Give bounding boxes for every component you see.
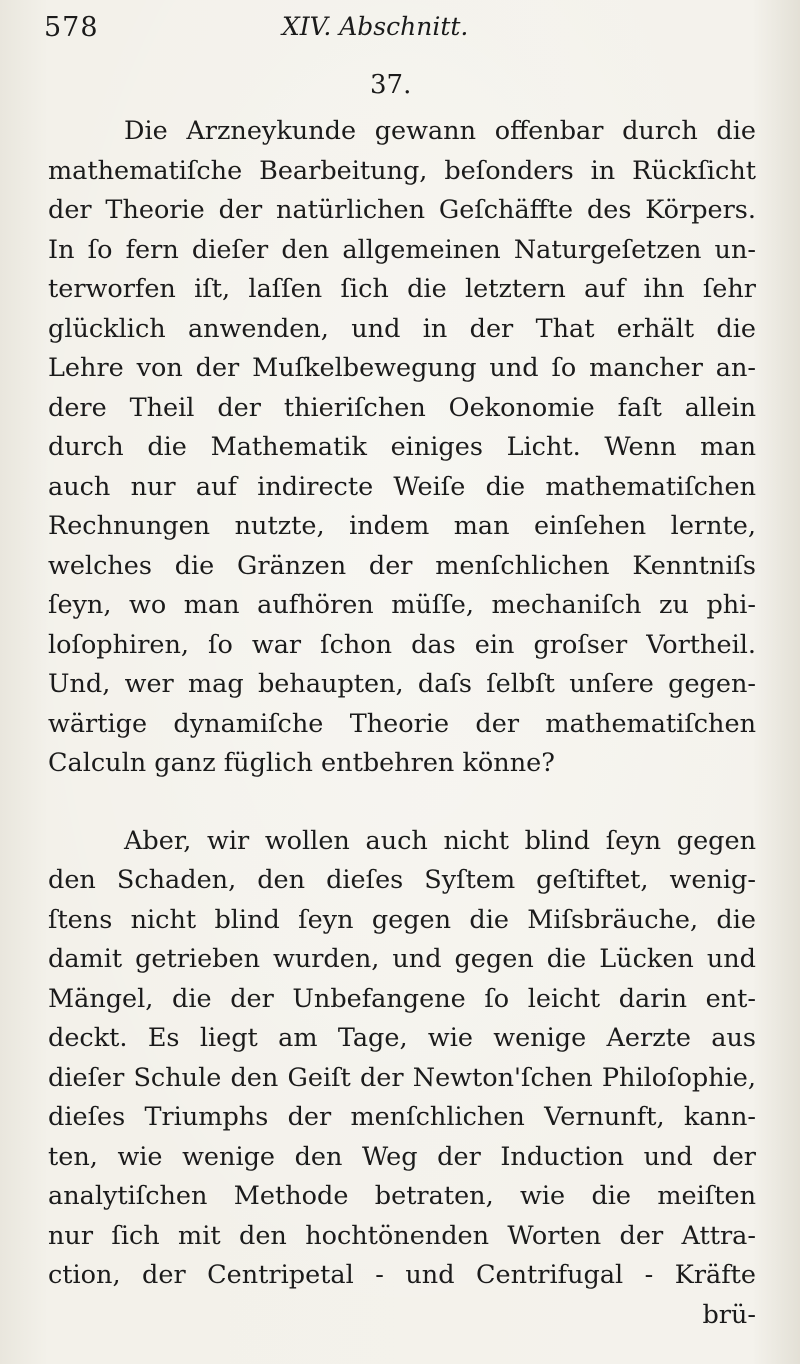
text-line: deckt. Es liegt am Tage, wie wenige Aerzte aus — [48, 1023, 756, 1053]
page-number: 578 — [44, 12, 99, 43]
section-number: 37. — [370, 70, 412, 100]
text-line: Und, wer mag behaupten, daſs ſelbſt unſere gegen- — [48, 669, 756, 699]
text-line: dieſer Schule den Geiſt der Newton'ſchen Philoſophie, — [48, 1062, 756, 1093]
text-line: dere Theil der thieriſchen Oekonomie faſt allein — [48, 392, 756, 423]
body-text — [48, 112, 756, 1335]
text-line: den Schaden, den dieſes Syſtem geſtiftet, wenig- — [48, 865, 756, 895]
text-line: wärtige dynamiſche Theorie der mathematiſchen — [48, 708, 756, 739]
running-head: XIV. Abschnitt. — [282, 12, 469, 41]
text-line: Aber, wir wollen auch nicht blind ſeyn gegen — [124, 825, 756, 856]
text-line: welches die Gränzen der menſchlichen Kenntniſs — [48, 550, 756, 581]
paragraph-2 — [48, 822, 756, 1296]
text-line: ction, der Centripetal - und Centrifugal - Kräfte — [48, 1260, 756, 1290]
text-line: dieſes Triumphs der menſchlichen Vernunft, kann- — [48, 1102, 756, 1132]
page-header — [44, 12, 744, 52]
text-line: ten, wie wenige den Weg der Induction und der — [48, 1141, 756, 1172]
text-line: loſophiren, ſo war ſchon das ein groſser Vortheil. — [48, 629, 756, 660]
text-line: Lehre von der Muſkelbewegung und ſo mancher an- — [48, 353, 756, 383]
paragraph-1 — [48, 112, 756, 784]
text-line: nur ſich mit den hochtönenden Worten der Attra- — [48, 1220, 756, 1251]
text-line: ſeyn, wo man aufhören müſſe, mechaniſch zu phi- — [48, 590, 756, 620]
text-line: ſtens nicht blind ſeyn gegen die Miſsbräuche, die — [48, 904, 756, 935]
paragraph-gap — [48, 784, 756, 822]
text-line: Die Arzneykunde gewann offenbar durch die — [124, 116, 756, 146]
text-line: terworfen iſt, laſſen ſich die letztern auf ihn ſehr — [48, 274, 756, 304]
text-line: Rechnungen nutzte, indem man einſehen lernte, — [48, 511, 756, 541]
text-line: Calculn ganz füglich entbehren könne? — [48, 748, 555, 778]
text-line: auch nur auf indirecte Weiſe die mathematiſchen — [48, 471, 756, 502]
text-line: damit getrieben wurden, und gegen die Lücken und — [48, 944, 756, 974]
text-line: glücklich anwenden, und in der That erhält die — [48, 313, 756, 344]
text-line: In ſo fern dieſer den allgemeinen Naturgeſetzen un- — [48, 234, 756, 265]
text-line: der Theorie der natürlichen Geſchäffte des Körpers. — [48, 195, 756, 225]
text-line: durch die Mathematik einiges Licht. Wenn man — [48, 432, 756, 462]
catchword: brü- — [702, 1299, 756, 1330]
text-line: analytiſchen Methode betraten, wie die meiſten — [48, 1181, 756, 1211]
text-line: Mängel, die der Unbefangene ſo leicht darin ent- — [48, 983, 756, 1014]
text-line: mathematiſche Bearbeitung, beſonders in Rückſicht — [48, 155, 756, 186]
